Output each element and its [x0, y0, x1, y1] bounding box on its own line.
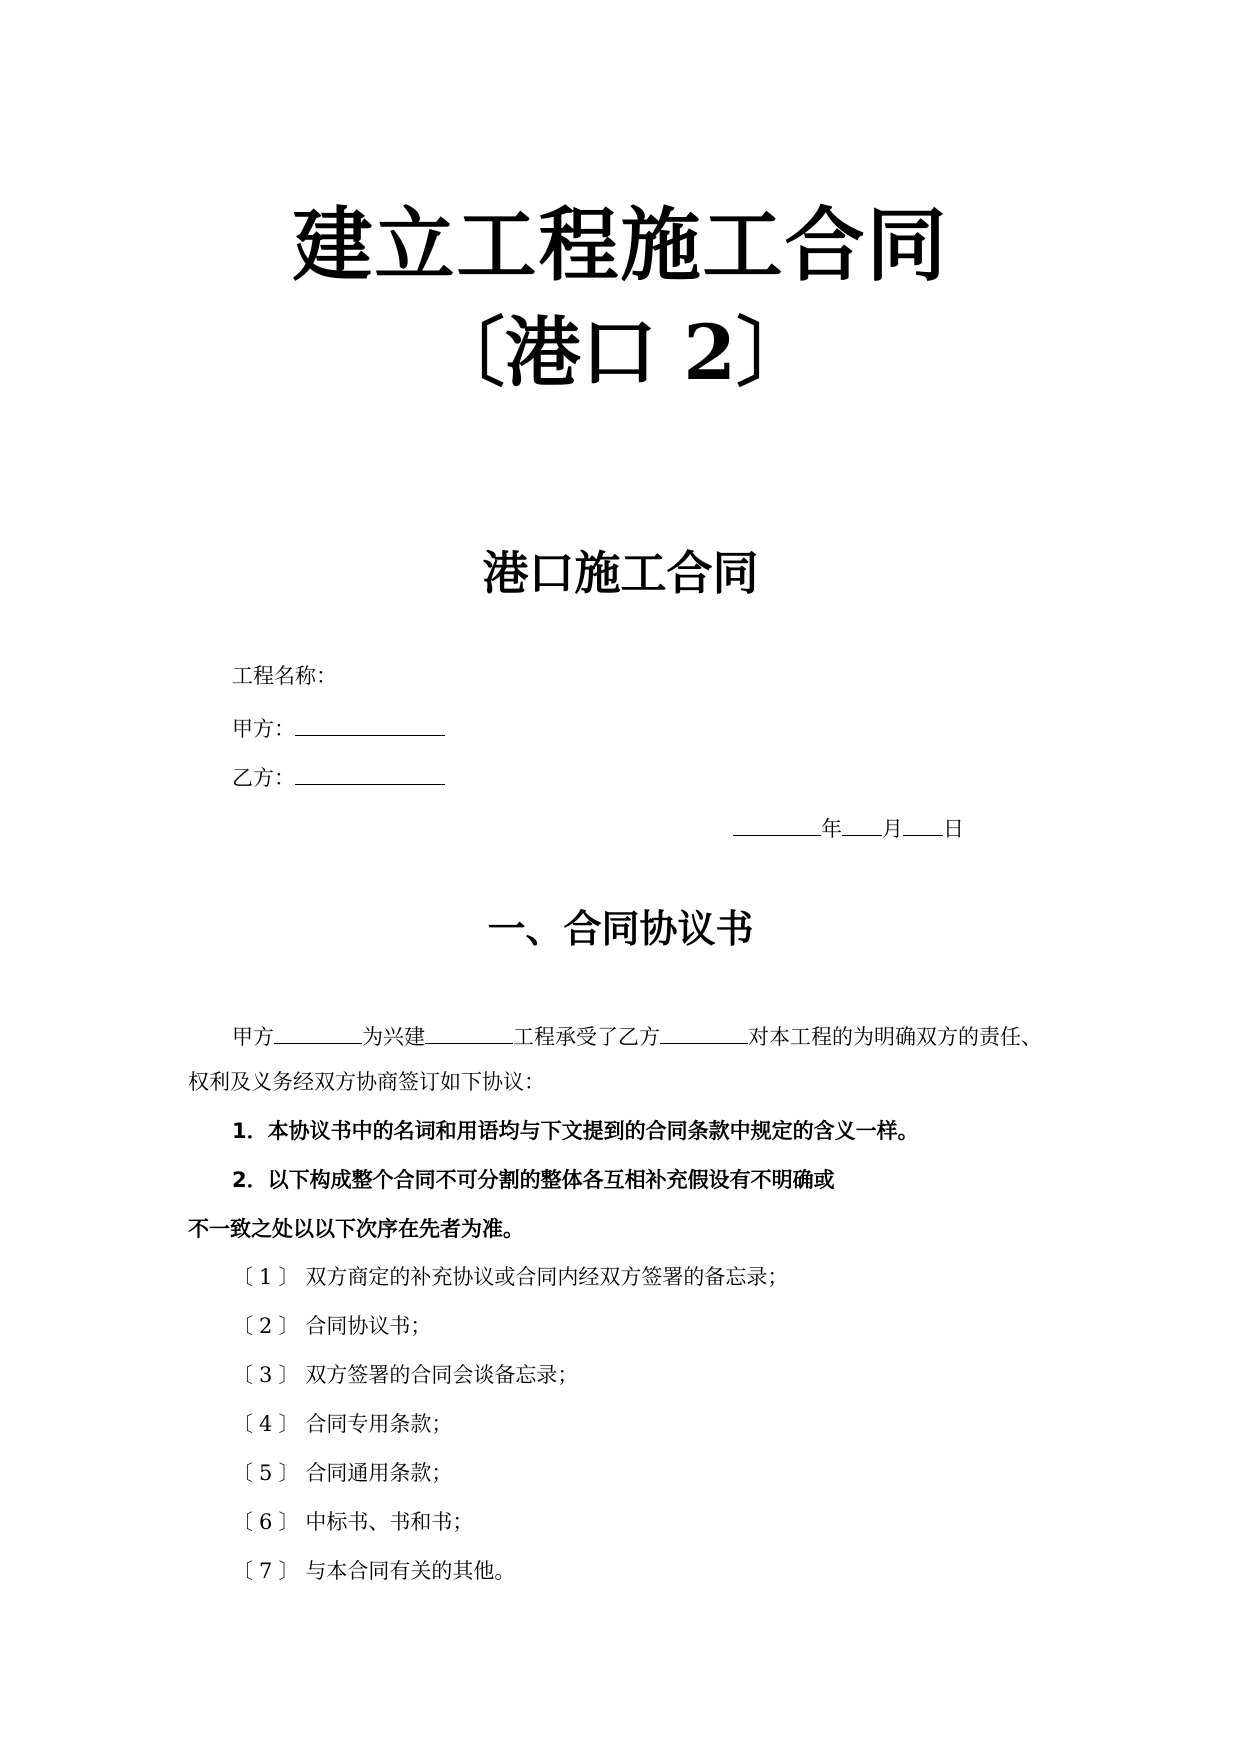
party-a-blank[interactable] [295, 715, 445, 736]
year-label: 年 [821, 817, 842, 841]
list-item-number: 〔1〕 [232, 1265, 306, 1289]
list-item-number: 〔7〕 [232, 1559, 306, 1583]
month-blank[interactable] [842, 815, 882, 836]
intro-text-3: 工程承受了乙方 [513, 1025, 660, 1049]
list-item-text: 中标书、书和书； [305, 1510, 474, 1534]
party-a-label: 甲方： [232, 717, 295, 741]
project-inline-blank[interactable] [425, 1023, 513, 1044]
list-item [232, 1365, 578, 1386]
party-a-inline-blank[interactable] [274, 1023, 362, 1044]
party-b-label: 乙方： [232, 766, 295, 790]
list-item-number: 〔6〕 [232, 1510, 306, 1534]
party-a-field [232, 715, 445, 740]
list-item-text: 合同专用条款； [305, 1412, 453, 1436]
clause-2-line2: 不一致之处以以下次序在先者为准。 [188, 1217, 524, 1241]
list-item-number: 〔4〕 [232, 1412, 306, 1436]
day-blank[interactable] [903, 815, 943, 836]
project-name-field [232, 666, 337, 687]
list-item-number: 〔5〕 [232, 1461, 306, 1485]
list-item-number: 〔2〕 [232, 1314, 306, 1338]
list-item [232, 1316, 431, 1337]
section-heading: 一、合同协议书 [487, 906, 754, 951]
intro-paragraph-line1 [232, 1023, 1042, 1048]
intro-text-4: 对本工程的为明确双方的责任、 [748, 1025, 1042, 1049]
intro-text-1: 甲方 [232, 1025, 274, 1049]
party-b-blank[interactable] [295, 764, 445, 785]
month-label: 月 [882, 817, 903, 841]
list-item [232, 1267, 788, 1288]
list-item-text: 双方签署的合同会谈备忘录； [305, 1363, 579, 1387]
list-item-text: 合同通用条款； [305, 1461, 453, 1485]
year-blank[interactable] [733, 815, 821, 836]
list-item-number: 〔3〕 [232, 1363, 306, 1387]
list-item [232, 1512, 473, 1533]
day-label: 日 [943, 817, 964, 841]
list-item-text: 与本合同有关的其他。 [305, 1559, 516, 1583]
clause-1: 1．本协议书中的名词和用语均与下文提到的合同条款中规定的含义一样。 [232, 1119, 919, 1143]
list-item-text: 合同协议书； [305, 1314, 432, 1338]
party-b-field [232, 764, 445, 789]
list-item [232, 1561, 515, 1582]
cover-heading: 港口施工合同 [482, 546, 759, 600]
document-subtitle: 〔港口 2〕 [428, 308, 813, 397]
intro-text-2: 为兴建 [362, 1025, 425, 1049]
list-item [232, 1463, 452, 1484]
date-line [733, 815, 964, 840]
project-name-label: 工程名称： [232, 664, 337, 688]
party-b-inline-blank[interactable] [660, 1023, 748, 1044]
clause-2-line1: 2．以下构成整个合同不可分割的整体各互相补充假设有不明确或 [232, 1168, 835, 1192]
list-item-text: 双方商定的补充协议或合同内经双方签署的备忘录； [305, 1265, 789, 1289]
intro-paragraph-line2: 权利及义务经双方协商签订如下协议： [188, 1070, 545, 1094]
list-item [232, 1414, 452, 1435]
document-title: 建立工程施工合同 [292, 198, 949, 292]
